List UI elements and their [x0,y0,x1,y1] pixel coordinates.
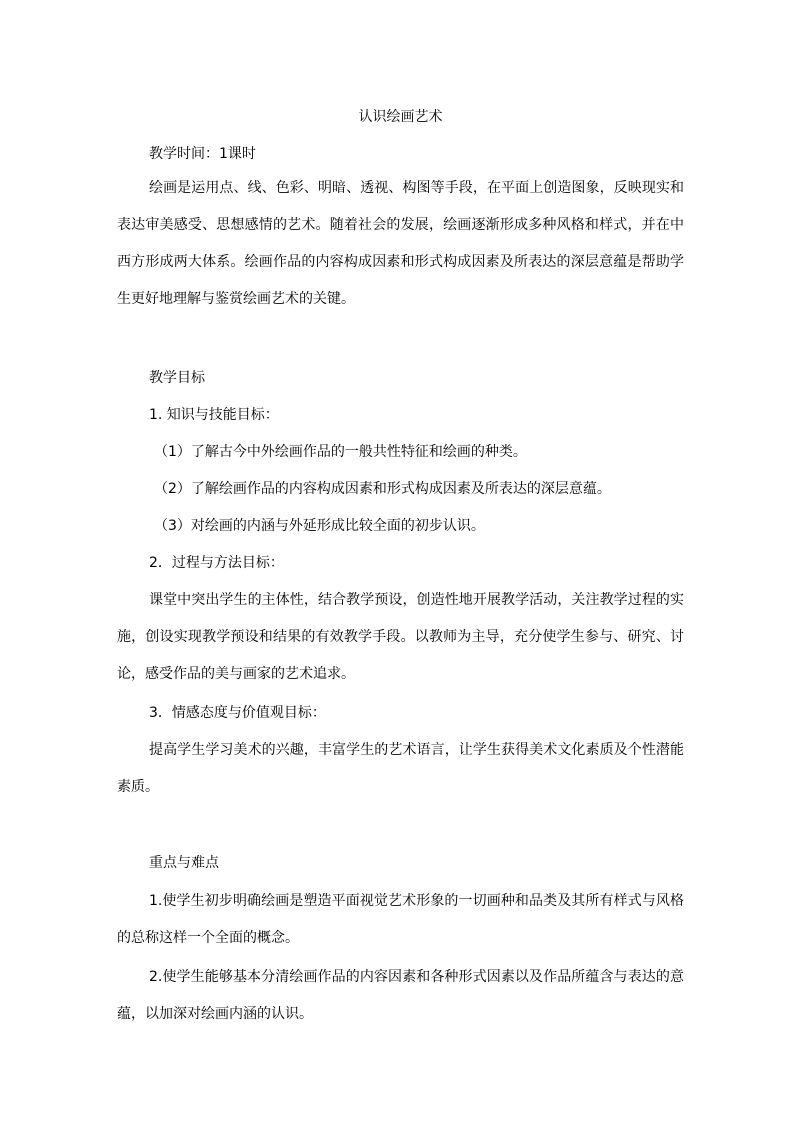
objectives-heading: 教学目标 [149,370,205,386]
objective3-paragraph: 提高学生学习美术的兴趣，丰富学生的艺术语言，让学生获得美术文化素质及个性潜能素质。 [117,742,684,795]
teaching-time: 教学时间：1课时 [149,146,256,162]
objective3-heading: 3．情感态度与价值观目标： [149,705,326,721]
objective1-item-2: （2）了解绘画作品的内容构成因素和形式构成因素及所表达的深层意蕴。 [154,481,611,497]
objective1-heading: 1. 知识与技能目标： [149,407,279,423]
objective2-heading: 2．过程与方法目标： [149,555,284,571]
objective1-item-1: （1）了解古今中外绘画作品的一般共性特征和绘画的种类。 [154,444,527,460]
objective1-item-3: （3）对绘画的内涵与外延形成比较全面的初步认识。 [154,518,485,534]
keypoints-heading: 重点与难点 [149,855,219,871]
keypoint-2: 2.使学生能够基本分清绘画作品的内容因素和各种形式因素以及作品所蕴含与表达的意蕴，以加深对绘画内涵的认识。 [117,969,684,1022]
keypoint-1: 1.使学生初步明确绘画是塑造平面视觉艺术形象的一切画种和品类及其所有样式与风格的总称这样一个全面的概念。 [117,893,684,946]
intro-paragraph: 绘画是运用点、线、色彩、明暗、透视、构图等手段，在平面上创造图象，反映现实和表达审美感受、思想感情的艺术。随着社会的发展，绘画逐渐形成多种风格和样式，并在中西方形成两大体系。绘画作品的内容构成因素和形式构成因素及所表达的深层意蕴是帮助学生更好地理解与鉴赏绘画艺术的关键。 [117,180,684,307]
document-title: 认识绘画艺术 [358,109,443,125]
objective2-paragraph: 课堂中突出学生的主体性，结合教学预设，创造性地开展教学活动，关注教学过程的实施，创设实现教学预设和结果的有效教学手段。以教师为主导，充分使学生参与、研究、讨论，感受作品的美与画家的艺术追求。 [117,592,684,682]
